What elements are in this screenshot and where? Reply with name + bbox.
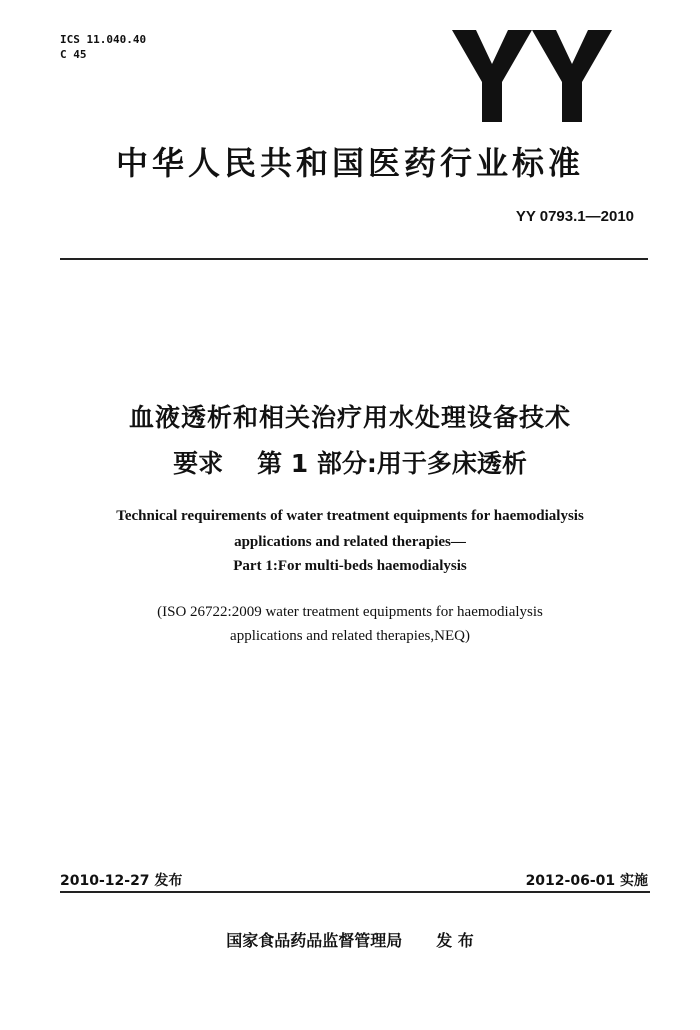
cn-title-line2-part1: 要求 — [173, 449, 224, 478]
cn-title-line2-part2: 第 1 部分:用于多床透析 — [257, 449, 527, 478]
cn-title-line2 — [0, 444, 700, 480]
issue-date: 2010-12-27 发布 — [60, 873, 183, 889]
en-title-line1: Technical requirements of water treatment equipments for haemodialysis — [116, 508, 584, 524]
publisher-name: 国家食品药品监督管理局 — [226, 931, 403, 950]
yy-logo — [452, 30, 612, 122]
publisher-line — [0, 928, 700, 951]
classification-codes — [60, 32, 146, 62]
en-title-line3: Part 1:For multi-beds haemodialysis — [233, 558, 467, 574]
footer-divider — [60, 891, 650, 893]
org-title: 中华人民共和国医药行业标准 — [115, 144, 584, 182]
en-title-line2: applications and related therapies— — [234, 534, 466, 550]
header-divider — [60, 258, 648, 260]
ics-code: ICS 11.040.40 — [60, 33, 147, 46]
iso-reference-line2: applications and related therapies,NEQ) — [230, 628, 470, 644]
implementation-date: 2012-06-01 实施 — [525, 873, 648, 889]
cn-title-line1: 血液透析和相关治疗用水处理设备技术 — [128, 403, 571, 432]
publish-word: 发 布 — [436, 931, 474, 950]
ccs-code: C 45 — [60, 48, 87, 61]
iso-reference-line1: (ISO 26722:2009 water treatment equipments for haemodialysis — [157, 604, 543, 620]
standard-number: YY 0793.1—2010 — [515, 208, 634, 225]
